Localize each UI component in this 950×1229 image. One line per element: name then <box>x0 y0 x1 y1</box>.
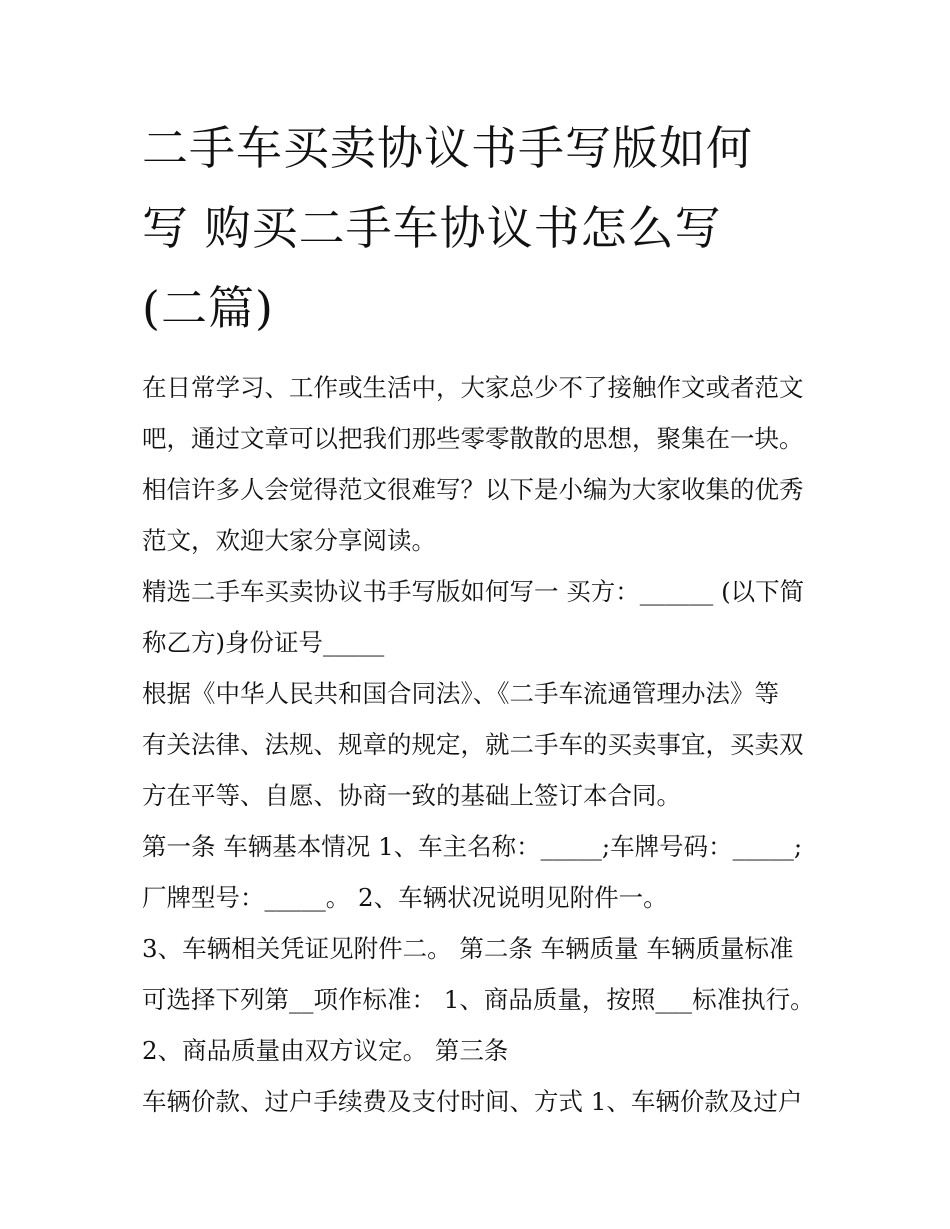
title-line: 写 购买二手车协议书怎么写 <box>142 201 722 255</box>
body-line: 称乙方)身份证号_____ <box>142 628 385 657</box>
body-line: 根据《中华人民共和国合同法》、《二手车流通管理办法》等 <box>142 679 779 708</box>
body-line: 在日常学习、工作或生活中，大家总少不了接触作文或者范文 <box>142 373 804 402</box>
body-line: 2、商品质量由双方议定。 第三条 <box>142 1036 509 1065</box>
body-line: 3、车辆相关凭证见附件二。 第二条 车辆质量 车辆质量标准 <box>142 934 794 963</box>
body-line: 厂牌型号：_____。 2、车辆状况说明见附件一。 <box>142 883 668 912</box>
body-line: 车辆价款、过户手续费及支付时间、方式 1、车辆价款及过户 <box>142 1087 803 1116</box>
document-title <box>142 108 838 348</box>
body-line: 有关法律、法规、规章的规定，就二手车的买卖事宜，买卖双 <box>142 730 804 759</box>
title-line: (二篇) <box>142 281 274 335</box>
body-line: 吧，通过文章可以把我们那些零零散散的思想，聚集在一块。 <box>142 424 804 453</box>
body-line: 相信许多人会觉得范文很难写？以下是小编为大家收集的优秀 <box>142 475 804 504</box>
body-line: 第一条 车辆基本情况 1、车主名称：_____;车牌号码：_____; <box>142 832 803 861</box>
title-line: 二手车买卖协议书手写版如何 <box>142 121 753 175</box>
body-line: 可选择下列第__项作标准： 1、商品质量，按照___标准执行。 <box>142 985 815 1014</box>
body-line: 精选二手车买卖协议书手写版如何写一 买方：______ (以下简 <box>142 577 805 606</box>
body-line: 范文，欢迎大家分享阅读。 <box>142 526 436 555</box>
document-body <box>142 362 838 1127</box>
body-line: 方在平等、自愿、协商一致的基础上签订本合同。 <box>142 781 681 810</box>
